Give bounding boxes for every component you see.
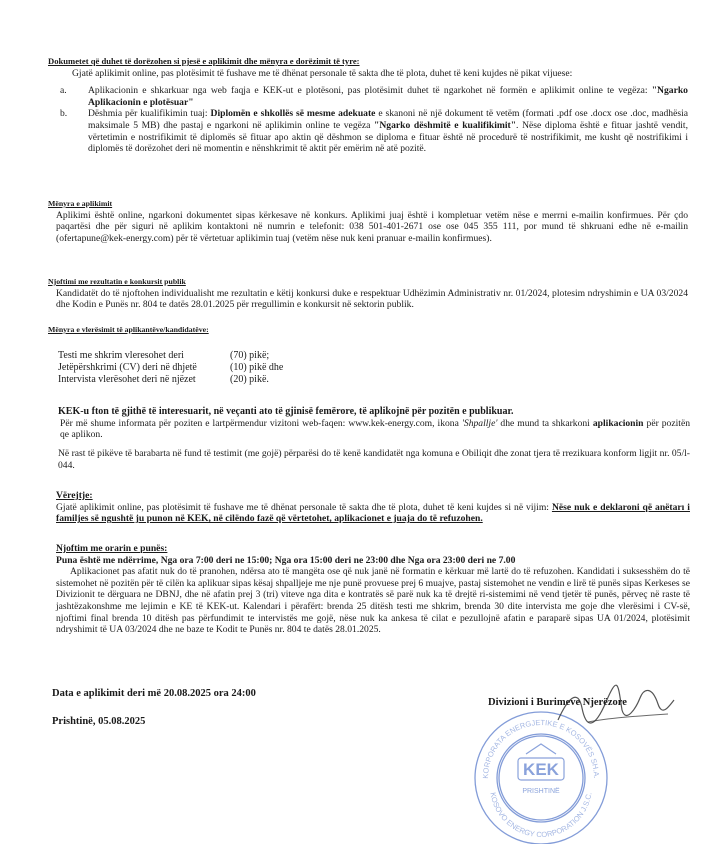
item-b-bold2: "Ngarko dëshmitë e kualifikimit" xyxy=(374,119,517,131)
place-date: Prishtinë, 05.08.2025 xyxy=(52,716,146,727)
seal-city: PRISHTINË xyxy=(522,788,560,795)
invite-italic: 'Shpallje' xyxy=(461,417,498,429)
deadline: Data e aplikimit deri më 20.08.2025 ora 24:00 xyxy=(52,688,256,699)
invite-text1: Për më shume informata për poziten e lartpërmendur vizitoni web-faqen: www.kek-energy.com, ikona xyxy=(60,417,459,429)
seal-center: KEK xyxy=(523,760,559,779)
schedule-text: Aplikacionet pas afatit nuk do të pranohen, ndërsa ato të mangëta ose që nuk janë në formatin e kërkuar më lartë do të refuzohen. Kandidati i suksesshëm do të sistemohet në pozitën për të cilën ka aplikuar sipas kësaj shpalljeje me nje punë provuese prej 6 muajve, pastaj sistemohet ne vendin e lirë të punës sipas Kerkeses se Divizionit te dërguara ne DBNJ, dhe në afatin prej 3 (tri) viteve nga dita e kontratës së parë nuk ka të drejtë ri-sistemimi në vend tjetër të punës, përveç në raste të jashtëzakonshme me lejimin e KE të KEK-ut. Kalendari i përafërt: brenda 25 ditësh testi me shkrim, brenda 30 dite intervista me goje dhe vlerësimi i CV-së, njoftimi final brenda 10 ditësh pas përfundimit te intervistës me gojë, nëse nuk ka ankesa të cilat e pezullojnë afatin e paraparë sipas UA 01/2024, plotësimit ndryshimit të UA 03/2024 dhe ne baze te Kodit te Punës nr. 804 te datës 28.01.2025. xyxy=(56,566,690,636)
docs-intro: Gjatë aplikimit online, pas plotësimit të fushave me të dhënat personale të sakta dhe të plota, duhet të keni kujdes në pikat vijuese: xyxy=(72,67,573,79)
note-bold: Nëse nuk e deklaroni që anëtarı i familjes së ngushtë ju punon në KEK, në cilëndo fazë që vërtetohet, aplikacionet e juaja do të refuzohen. xyxy=(56,501,690,525)
invite-bold: KEK-u fton të gjithë të interesuarit, në veçanti ato të gjinisë femërore, të aplikojnë për pozitën e publikuar. xyxy=(58,406,514,417)
note-heading: Vërejtje: xyxy=(56,490,93,501)
item-b-text1: Dëshmia për kualifikimin tuaj: xyxy=(88,108,208,120)
docs-item-a xyxy=(60,85,688,108)
division-signature-label: Divizioni i Burimeve Njerëzore xyxy=(488,697,627,708)
notify-section xyxy=(48,276,688,311)
assess-points: (70) pikë; xyxy=(230,349,270,361)
docs-heading: Dokumetet që duhet të dorëzohen si pjesë e aplikimit dhe mënyra e dorëzimit të tyre: xyxy=(48,56,360,66)
seal-ring-top: KORPORATA ENERGJETIKE E KOSOVËS SH.A. xyxy=(480,717,602,779)
docs-item-b xyxy=(60,108,688,154)
seal-ring-bottom: KOSOVO ENERGY CORPORATION J.S.C. xyxy=(488,791,594,840)
schedule-heading: Njoftim me orarin e punës: xyxy=(56,543,168,554)
item-b-text3: . Nëse diploma është e fituar jashtë vendit, vërtetimin e nostrifikimit të diplomës së fituar apo aktin që dëshmon se diploma e fituar është në procedurë të nostrifikimit, me kusht që nostrifikimi i diplomës të dorëzohet deri në momentin e nënshkrimit të aktit për emërim në atë pozitë. xyxy=(88,119,688,155)
method-section xyxy=(48,198,688,244)
item-a-text: Aplikacionin e shkarkuar nga web faqja e KEK-ut e plotësoni, pas plotësimit duhet të ngarkohet në formën e aplikimit online te vegëza: xyxy=(88,85,648,97)
note-body xyxy=(56,502,690,525)
method-text: Aplikimi është online, ngarkoni dokumentet sipas kërkesave në konkurs. Aplikimi juaj është i kompletuar vetëm nëse e merrni e-mailin konfirmues. Për çdo paqartësi dhe për siguri në aplikim kontaktoni në numrin e telefonit: 038 501-401-2671 ose ose 045 355 111, por mund të shkruani edhe në e-mailin (ofertapune@kek-energy.com) për të vërtetuar aplikimin tuaj (vetëm nëse nuk keni pranuar e-mailin konfirmues). xyxy=(56,209,688,244)
invite-bold2: aplikacionin xyxy=(592,417,644,429)
item-a-bold: "Ngarko Aplikacionin e plotësuar" xyxy=(88,85,688,108)
item-b-text2: e skanoni në një dokument të vetëm (formati .pdf ose .docx ose .doc, madhësia maksimale 5 MB) dhe pastaj e ngarkoni në aplikimin online te vegëza xyxy=(88,108,688,131)
assess-label: Jetëpërshkrimi (CV) deri në dhjetë xyxy=(58,361,197,373)
assess-section xyxy=(48,324,688,386)
assess-points: (10) pikë dhe xyxy=(230,361,284,373)
docs-section xyxy=(48,56,688,155)
assess-label: Intervista vlerësohet deri në njëzet xyxy=(58,373,196,385)
tie-text: Në rast të pikëve të barabarta në fund të testimit (me gojë) përparësi do të kenë kandidatët nga komuna e Obiliqit dhe zonat tjera të rrezikuara konform ligjit nr. 05/l-044. xyxy=(58,448,690,471)
assess-points: (20) pikë. xyxy=(230,373,269,385)
item-a-marker: a. xyxy=(60,85,67,97)
invite-section xyxy=(58,406,690,441)
invite-text2: dhe mund ta shkarkoni xyxy=(500,417,590,429)
assess-row xyxy=(58,374,283,386)
schedule-section xyxy=(56,543,690,636)
handwritten-signature xyxy=(548,678,678,738)
assess-label: Testi me shkrim vleresohet deri xyxy=(58,349,184,361)
note-section xyxy=(56,490,690,525)
assess-heading: Mënyra e vlerësimit të aplikantëve/kandidatëve: xyxy=(48,325,209,334)
item-b-bold1: Diplomën e shkollës së mesme adekuate xyxy=(210,108,376,120)
note-text: Gjatë aplikimit online, pas plotësimit të fushave me të dhënat personale të sakta dhe të plota, duhet të keni kujdes si në vijim: xyxy=(56,501,549,513)
assess-table xyxy=(58,350,283,386)
assess-row xyxy=(58,350,283,362)
item-b-marker: b. xyxy=(60,108,68,120)
notify-heading: Njoftimi me rezultatin e konkursit publik xyxy=(48,277,186,286)
notify-text: Kandidatët do të njoftohen individualisht me rezultatin e këtij konkursi duke e respektuar Udhëzimin Administrativ nr. 01/2024, plotesim ndryshimin e UA 03/2024 dhe Kodin e Punës nr. 804 te datës 28.01.2025 për rregullimin e konkursit në sektorin publik. xyxy=(56,287,688,311)
schedule-bold: Puna është me ndërrime, Nga ora 7:00 deri ne 15:00; Nga ora 15:00 deri ne 23:00 dhe Nga ora 23:00 deri ne 7.00 xyxy=(56,554,516,566)
invite-text xyxy=(58,418,690,441)
invite-text3: për pozitën qe aplikon. xyxy=(60,417,690,441)
method-heading: Mënyra e aplikimit xyxy=(48,199,113,208)
assess-row xyxy=(58,362,283,374)
